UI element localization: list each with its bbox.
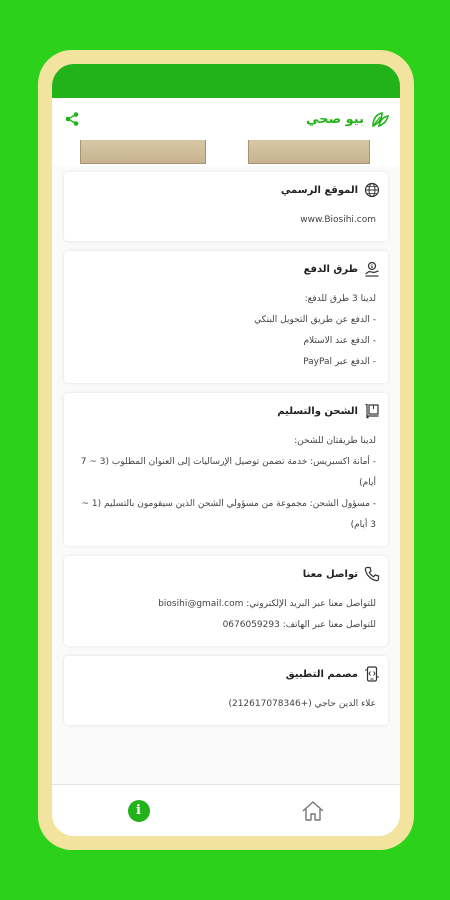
info-label: i — [136, 803, 141, 818]
designer-title: مصمم التطبيق — [285, 668, 358, 680]
device-frame — [38, 50, 414, 850]
app-title: بيو صحي — [306, 111, 364, 127]
website-title: الموقع الرسمي — [280, 184, 358, 196]
brand — [306, 109, 390, 129]
contact-title: تواصل معنا — [302, 568, 358, 580]
contact-phone[interactable]: للتواصل معنا عبر الهاتف: 0676059293 — [222, 620, 376, 630]
globe-icon — [364, 182, 380, 198]
website-link[interactable]: www.Biosihi.com — [300, 215, 376, 225]
developer-icon — [364, 666, 380, 682]
bottom-nav — [52, 784, 400, 836]
svg-text:$: $ — [370, 264, 374, 270]
payment-line: لدينا 3 طرق للدفع: — [304, 294, 376, 304]
payment-card — [64, 251, 388, 383]
status-bar — [52, 64, 400, 98]
app-screen — [52, 64, 400, 836]
share-icon[interactable] — [64, 111, 80, 127]
payment-icon — [364, 261, 380, 277]
shipping-line: - أمانة اكسبريس: خدمة تضمن توصيل الإرساليات إلى العنوان المطلوب (3 ~ 7 أيام) — [80, 457, 376, 488]
product-images-strip — [52, 140, 400, 166]
app-header — [52, 98, 400, 140]
product-image — [248, 140, 370, 164]
info-icon[interactable] — [128, 800, 150, 822]
leaf-icon — [370, 109, 390, 129]
shipping-icon — [364, 403, 380, 419]
content-scroll[interactable] — [52, 140, 400, 784]
shipping-card — [64, 393, 388, 546]
shipping-line: لدينا طريقتان للشحن: — [294, 436, 376, 446]
designer-line: علاء الدين حاجي (+212617078346) — [228, 699, 376, 709]
payment-line: - الدفع عند الاستلام — [303, 336, 376, 346]
contact-email[interactable]: للتواصل معنا عبر البريد الإلكتروني: biosihi@gmail.com — [158, 599, 376, 609]
contact-card — [64, 556, 388, 646]
phone-icon — [364, 566, 380, 582]
home-icon[interactable] — [301, 800, 325, 822]
product-image — [80, 140, 206, 164]
shipping-line: - مسؤول الشحن: مجموعة من مسؤولي الشحن الذين سيقومون بالتسليم (1 ~ 3 أيام) — [81, 499, 376, 530]
payment-title: طرق الدفع — [303, 263, 358, 275]
shipping-title: الشحن والتسليم — [277, 405, 358, 417]
designer-card — [64, 656, 388, 725]
payment-line: - الدفع عن طريق التحويل البنكي — [254, 315, 376, 325]
payment-line: - الدفع عبر PayPal — [303, 357, 376, 367]
website-card — [64, 172, 388, 241]
